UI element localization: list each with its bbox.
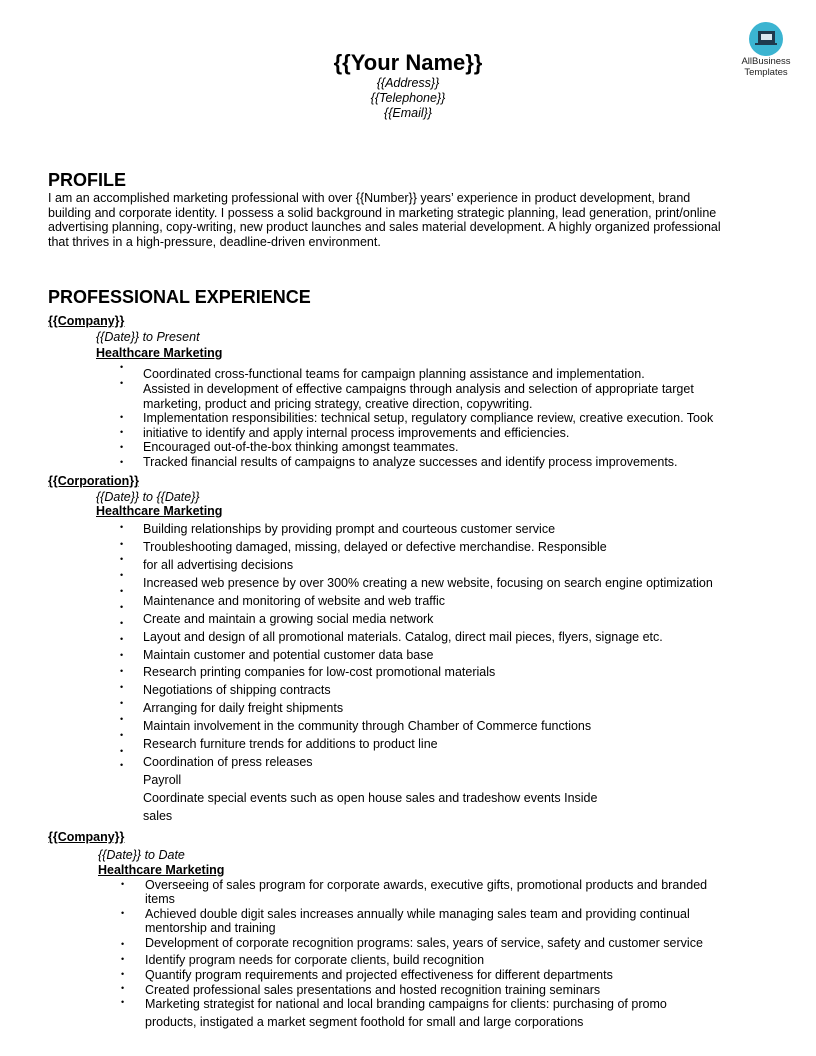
bullet-icon: • <box>120 714 124 724</box>
job-company: {{Company}} <box>48 830 125 844</box>
bullet-icon: • <box>120 698 124 708</box>
job-bullet: Assisted in development of effective campaigns through analysis and selection of appropriate target <box>143 382 694 396</box>
job-bullet: Maintain customer and potential customer data base <box>143 648 434 662</box>
job-bullet: mentorship and training <box>145 921 276 935</box>
resume-name: {{Your Name}} <box>333 50 483 75</box>
bullet-icon: • <box>120 362 124 372</box>
allbusiness-templates-logo <box>738 22 794 78</box>
job-bullet: Created professional sales presentations and hosted recognition training seminars <box>145 983 601 997</box>
experience-heading: PROFESSIONAL EXPERIENCE <box>48 287 311 307</box>
job-bullet: Quantify program requirements and projected effectiveness for different departments <box>145 968 613 982</box>
bullet-icon: • <box>120 378 124 388</box>
bullet-icon: • <box>120 760 124 770</box>
bullet-icon: • <box>121 939 125 949</box>
job-bullet: Overseeing of sales program for corporate awards, executive gifts, promotional products and branded <box>145 878 708 892</box>
job-bullet: Building relationships by providing prompt and courteous customer service <box>143 522 556 536</box>
logo-text-line2: Templates <box>744 67 788 78</box>
bullet-icon: • <box>120 539 124 549</box>
job-bullet: items <box>145 892 175 906</box>
job-company: {{Corporation}} <box>48 474 139 488</box>
job-role: Healthcare Marketing <box>96 346 223 360</box>
bullet-icon: • <box>120 586 124 596</box>
job-bullet: Coordination of press releases <box>143 755 313 769</box>
bullet-icon: • <box>121 954 125 964</box>
bullet-icon: • <box>120 457 124 467</box>
bullet-icon: • <box>120 666 124 676</box>
job-bullet: Tracked financial results of campaigns to analyze successes and identify process improvements. <box>143 455 678 469</box>
address: {{Address}} <box>376 76 440 90</box>
job-bullet: sales <box>143 809 173 823</box>
bullet-icon: • <box>120 730 124 740</box>
job-bullet: initiative to identify and apply internal process improvements and efficiencies. <box>143 426 570 440</box>
job-bullet: Maintenance and monitoring of website and web traffic <box>143 594 446 608</box>
job-dates: {{Date}} to Present <box>96 330 200 344</box>
bullet-icon: • <box>120 522 124 532</box>
bullet-icon: • <box>120 554 124 564</box>
bullet-icon: • <box>121 969 125 979</box>
bullet-icon: • <box>120 570 124 580</box>
bullet-icon: • <box>120 746 124 756</box>
job-bullet: Coordinated cross-functional teams for campaign planning assistance and implementation. <box>143 367 645 381</box>
job-company: {{Company}} <box>48 314 125 328</box>
logo-text-line1: AllBusiness <box>741 56 791 67</box>
bullet-icon: • <box>120 442 124 452</box>
job-bullet: Payroll <box>143 773 182 787</box>
job-bullet: Development of corporate recognition programs: sales, years of service, safety and customer service <box>145 936 703 950</box>
job-bullet: Create and maintain a growing social media network <box>143 612 434 626</box>
bullet-icon: • <box>120 427 124 437</box>
job-role: Healthcare Marketing <box>98 863 225 877</box>
job-bullet: Arranging for daily freight shipments <box>143 701 344 715</box>
bullet-icon: • <box>120 650 124 660</box>
bullet-icon: • <box>121 983 125 993</box>
job-dates: {{Date}} to Date <box>98 848 185 862</box>
job-bullet: Coordinate special events such as open house sales and tradeshow events Inside <box>143 791 598 805</box>
job-bullet: Achieved double digit sales increases annually while managing sales team and providing continual <box>145 907 690 921</box>
job-dates: {{Date}} to {{Date}} <box>96 490 200 504</box>
job-bullet: Maintain involvement in the community through Chamber of Commerce functions <box>143 719 592 733</box>
job-bullet: Identify program needs for corporate clients, build recognition <box>145 953 485 967</box>
job-bullet: Increased web presence by over 300% creating a new website, focusing on search engine optimization <box>143 576 713 590</box>
bullet-icon: • <box>120 618 124 628</box>
job-bullet: marketing, product and pricing strategy, creative direction, copywriting. <box>143 397 533 411</box>
job-bullet: Layout and design of all promotional materials. Catalog, direct mail pieces, flyers, signage etc. <box>143 630 663 644</box>
job-bullet: Marketing strategist for national and local branding campaigns for clients: purchasing of promo <box>145 997 667 1011</box>
bullet-icon: • <box>120 682 124 692</box>
job-bullet: Negotiations of shipping contracts <box>143 683 331 697</box>
profile-heading: PROFILE <box>48 170 127 190</box>
job-bullet: Encouraged out-of-the-box thinking amongst teammates. <box>143 440 459 454</box>
profile-line: advertising planning, copy-writing, new product launches and sales material development. A highly organized professional <box>48 220 721 234</box>
profile-line: I am an accomplished marketing professional with over {{Number}} years’ experience in product development, brand <box>48 191 691 205</box>
job-role: Healthcare Marketing <box>96 504 223 518</box>
job-bullet: products, instigated a market segment foothold for small and large corporations <box>145 1015 584 1029</box>
job-bullet: Implementation responsibilities: technical setup, regulatory compliance review, creative execution. Took <box>143 411 714 425</box>
bullet-icon: • <box>120 412 124 422</box>
job-bullet: for all advertising decisions <box>143 558 294 572</box>
job-bullet: Troubleshooting damaged, missing, delayed or defective merchandise. Responsible <box>143 540 607 554</box>
job-bullet: Research printing companies for low-cost promotional materials <box>143 665 496 679</box>
profile-line: building and corporate identity. I possess a solid background in marketing strategic planning, lead generation, print/online <box>48 205 717 220</box>
bullet-icon: • <box>121 879 125 889</box>
profile-line: that thrives in a high-pressure, deadline-driven environment. <box>48 234 381 249</box>
laptop-icon <box>749 22 783 56</box>
bullet-icon: • <box>121 997 125 1007</box>
bullet-icon: • <box>121 908 125 918</box>
job-bullet: Research furniture trends for additions to product line <box>143 737 438 751</box>
bullet-icon: • <box>120 602 124 612</box>
email: {{Email}} <box>384 106 432 120</box>
telephone: {{Telephone}} <box>370 91 446 105</box>
bullet-icon: • <box>120 634 124 644</box>
profile-text <box>48 191 776 249</box>
